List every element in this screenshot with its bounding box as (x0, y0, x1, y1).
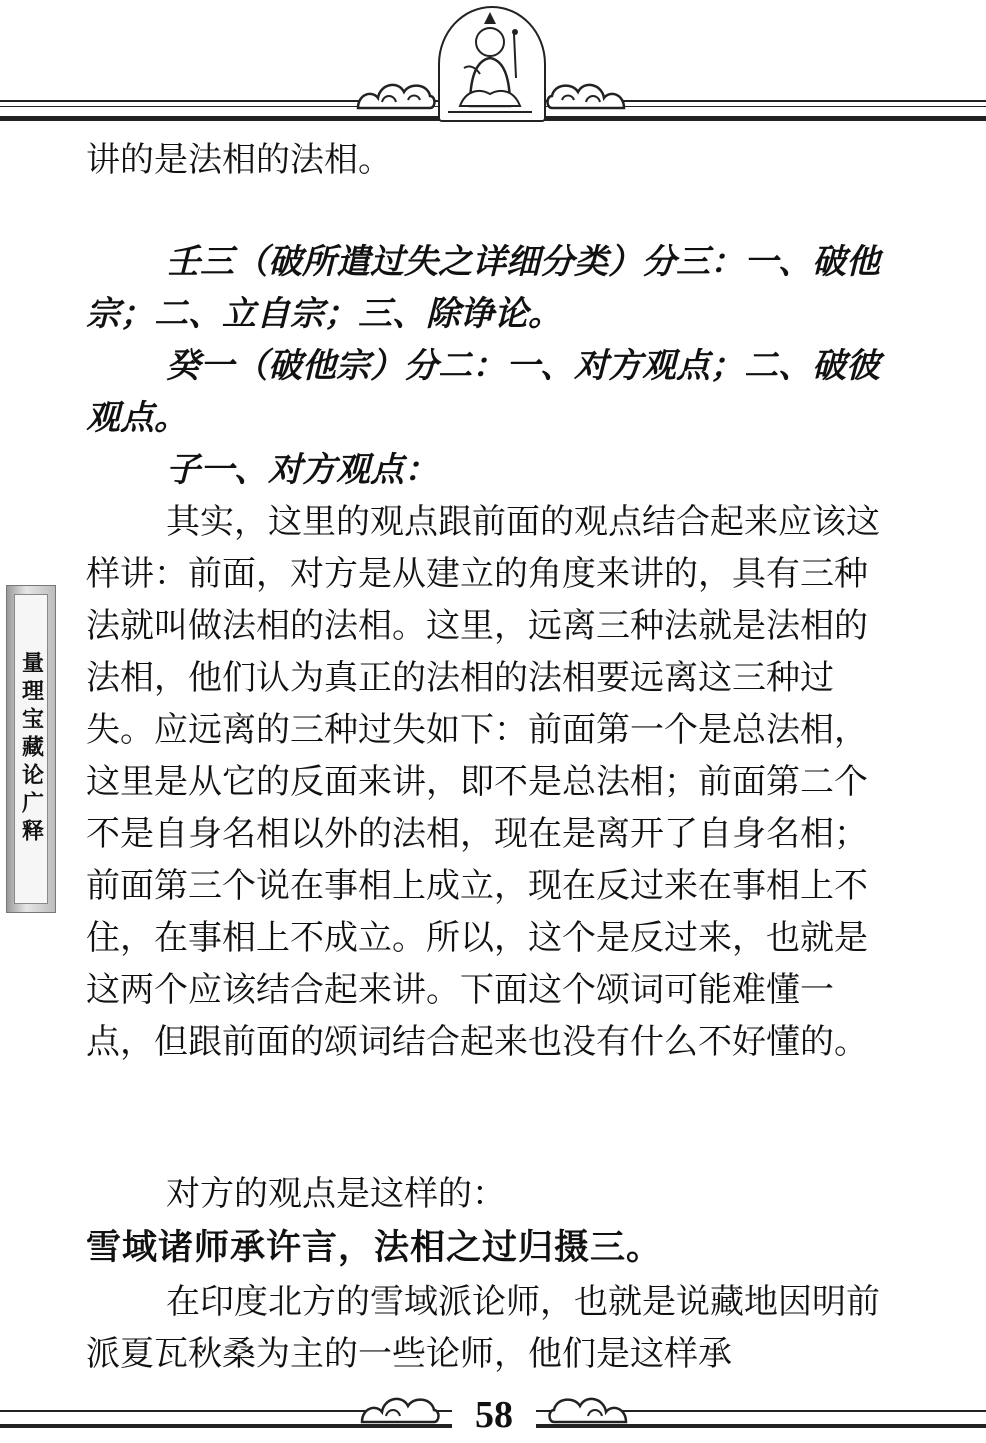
side-tab-title: 量理宝藏论广释 (18, 651, 44, 847)
page-number: 58 (452, 1390, 536, 1440)
paragraph-4: 在印度北方的雪域派论师，也就是说藏地因明前派夏瓦秋桑为主的一些论师，他们是这样承 (86, 1282, 880, 1374)
verse-line: 雪域诸师承许言，法相之过归摄三。 (86, 1228, 663, 1268)
paragraph-3: 对方的观点是这样的： (166, 1174, 506, 1214)
book-title-side-tab (6, 585, 56, 913)
cloud-ornament-right-icon (544, 74, 630, 114)
commentary-section (86, 1276, 886, 1380)
footer-cloud-left-icon (356, 1388, 442, 1428)
heading-ren-san: 壬三（破所遣过失之详细分类）分三：一、破他宗；二、立自宗；三、除诤论。 (86, 242, 880, 334)
heading-zi-yi: 子一、对方观点： (166, 450, 438, 490)
verse-block (0, 1222, 986, 1274)
outline-headings (86, 236, 886, 1068)
page-body (86, 134, 886, 186)
paragraph-1: 讲的是法相的法相。 (86, 140, 392, 180)
footer-cloud-right-icon (546, 1388, 632, 1428)
paragraph-2: 其实，这里的观点跟前面的观点结合起来应该这样讲：前面，对方是从建立的角度来讲的，具有三种法就叫做法相的法相。这里，远离三种法就是法相的法相，他们认为真正的法相的法相要远离这三种过失。应远离的三种过失如下：前面第一个是总法相，这里是从它的反面来讲，即不是总法相；前面第二个不是自身名相以外的法相，现在是离开了自身名相；前面第三个说在事相上成立，现在反过来在事相上不住，在事相上不成立。所以，这个是反过来，也就是这两个应该结合起来讲。下面这个颂词可能难懂一点，但跟前面的颂词结合起来也没有什么不好懂的。 (86, 502, 880, 1062)
deity-emblem-icon (438, 6, 546, 122)
verse-section (86, 1168, 886, 1220)
side-tab-label-box (14, 594, 48, 904)
heading-gui-yi: 癸一（破他宗）分二：一、对方观点；二、破彼观点。 (86, 346, 880, 438)
cloud-ornament-left-icon (352, 74, 438, 114)
